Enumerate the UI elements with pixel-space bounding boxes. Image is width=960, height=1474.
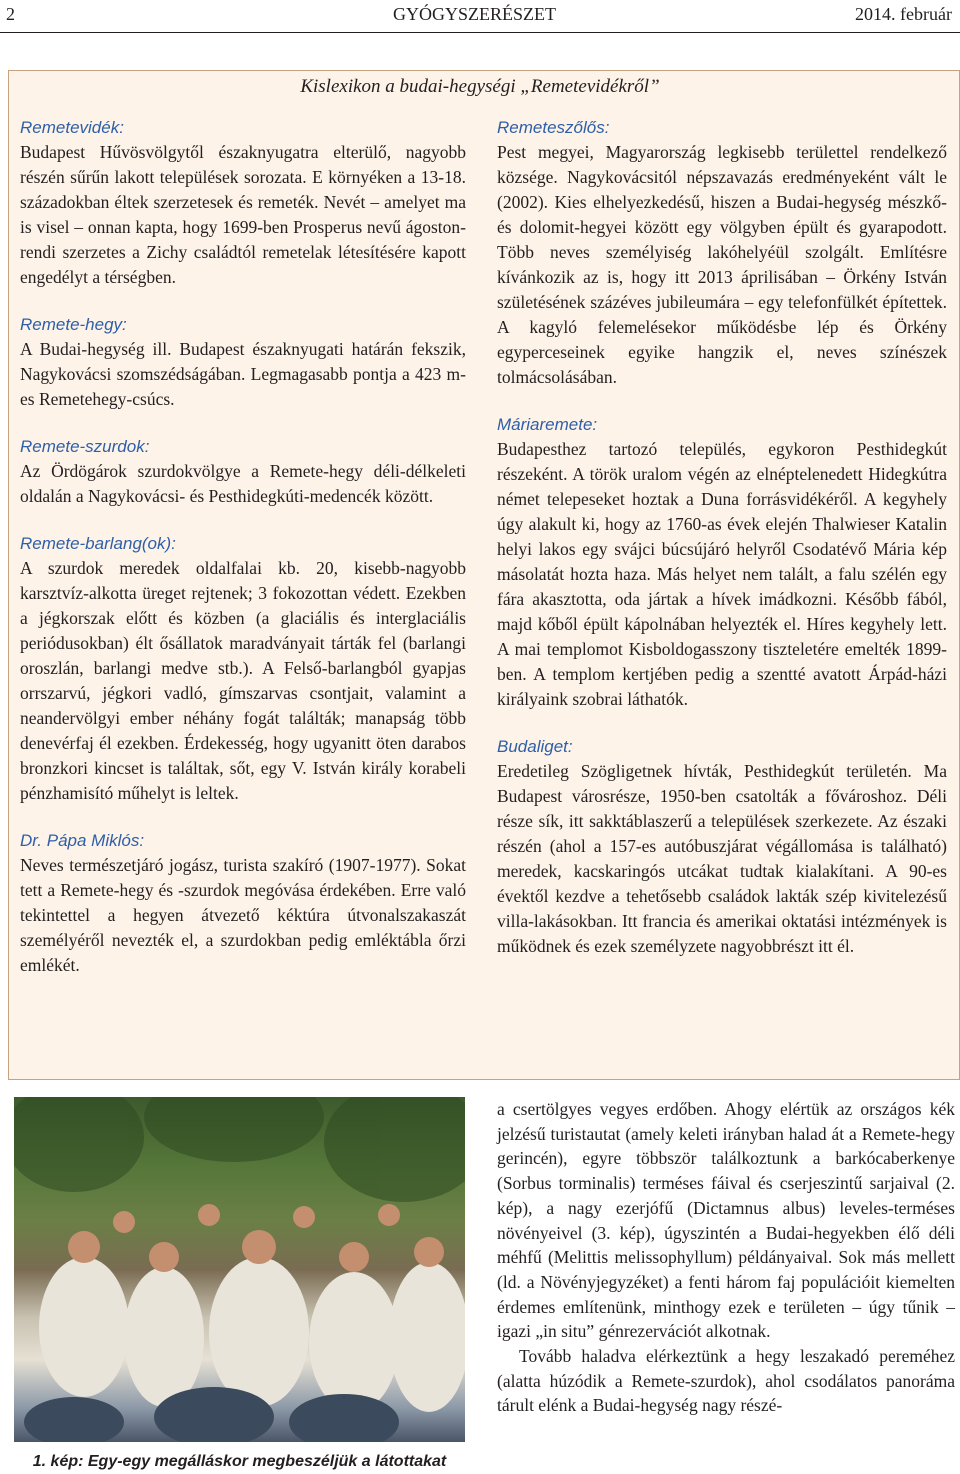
term-heading: Remete-hegy: [20,315,127,334]
term-text: Budapesthez tartozó település, egykoron Pesthidegkút részeként. A török uralom végén az elnéptelenedett Hidegkútra német telepeseket hoztak a Duna forrásvidékéről. A kegyhely úgy alakult ki, hogy az 1760-as évek elején Thalwieser Katalin helyi lakos egy svájci búcsújáró helyről Csodatévő Mária kép másolatát hozta haza. Más helyet nem talált, a falu szélén egy fára akasztotta, oda jártak a hívek imádkozni. Később fából, majd kőből épült kápolnában helyezték el. Híres kegyhely lett. A mai templomot Kisboldogasszony tiszteletére emelték 1899-ben. A templom kertjében pedig a szentté avatott Árpád-házi királyaink szobrai láthatók. [497,439,947,709]
glossary-left-column [20,115,466,978]
page-header [0,0,960,30]
body-paragraph: Tovább haladva elérkeztünk a hegy leszakadó pereméhez (alatta húzódik a Remete-szurdok), ahol csodálatos panoráma tárult elénk a Budai-hegység nagy részé- [497,1346,955,1416]
journal-title: GYÓGYSZERÉSZET [393,4,556,24]
header-rule [0,32,960,33]
body-paragraph: a csertölgyes vegyes erdőben. Ahogy elértük az országos kék jelzésű turistautat (amely keleti irányban halad át a Remete-hegy gerincén), egyre többször találkoztunk a barkócaberkenye (Sorbus torminalis) terméses fáival és cserjeszintű sarjaival (2. kép), a nagy ezerjófű (Dictamnus albus) leveles-terméses növényeivel (3. kép), úgyszintén a Budai-hegyekben élő déli méhfű (Melittis melissophyllum) példányaival. Sok más mellett (ld. a Növényjegyzéket) a fenti három faj populációit kiemelten érdemes említenünk, minthogy ezek e területen – úgy tűnik – igazi „in situ” génrezervációt alkotnak. [497,1099,955,1342]
term-text: Az Ördögárok szurdokvölgye a Remete-hegy déli-délkeleti oldalán a Nagykovácsi- és Pesthidegkúti-medencék között. [20,461,466,506]
term-text: Pest megyei, Magyarország legkisebb területtel rendelkező községe. Nagykovácsitól népszavazás eredményeként vált le (2002). Kies elhelyezkedésű, hiszen a Budai-hegység mészkő- és dolomit-hegyei között egy völgyben épült és gyarapodott. Több neves személyiség lakóhelyéül szolgált. Említésre kívánkozik az is, hogy itt 2013 áprilisában – Örkény István születésének százéves jubileumára – egy telefonfülkét építettek. A kagyló felemelésekor működésbe lép és Örkény egyperceseinek egyike hangzik el, neves színészek tolmácsolásában. [497,142,947,387]
term-heading: Budaliget: [497,737,573,756]
term-heading: Remeteszőlős: [497,118,610,137]
term-text: Budapest Hűvösvölgytől északnyugatra elterülő, nagyobb részén sűrűn lakott települések sorozata. E környéken a 13-18. századokban éltek szerzetesek és remeték. Nevét – amelyet ma is visel – onnan kapta, hogy 1699-ben Prosperus nevű ágoston-rendi szerzetes a Zichy családtól remetelak létesítésére kapott engedélyt a térségben. [20,142,466,287]
term-heading: Máriaremete: [497,415,598,434]
issue-date: 2014. február [855,4,952,24]
glossary-right-column [497,115,947,959]
glossary-title: Kislexikon a budai-hegységi „Remetevidékről” [300,76,660,97]
photo-illustration [14,1097,465,1442]
page-number: 2 [6,4,15,24]
group-photo [14,1097,465,1442]
term-text: A szurdok meredek oldalfalai kb. 20, kisebb-nagyobb karsztvíz-alkotta üreget rejtenek; 3 fokozottan védett. Ezekben a jégkorszak előtt és közben (a glaciális és interglaciális periódusokban) élt ősállatok maradványait tárták fel (barlangi oroszlán, barlangi medve stb.). A Felső-barlangból gyapjas orrszarvú, jégkori vadló, gímszarvas csontjait, valamint a neandervölgyi ember néhány fogát találták; manapság több denevérfaj él ezekben. Érdekesség, hogy ugyanitt öten darabos bronzkori kincset is találtak, sőt, egy V. István király korabeli pénzhamisító műhelyt is leltek. [20,558,466,803]
term-heading: Remete-szurdok: [20,437,150,456]
photo-caption: 1. kép: Egy-egy megálláskor megbeszéljük a látottakat [32,1453,447,1470]
term-text: A Budai-hegység ill. Budapest északnyugati határán fekszik, Nagykovácsi szomszédságában. Legmagasabb pontja a 423 m-es Remetehegy-csúcs. [20,339,466,409]
term-heading: Remetevidék: [20,118,124,137]
term-heading: Dr. Pápa Miklós: [20,831,145,850]
article-body [497,1097,955,1418]
term-heading: Remete-barlang(ok): [20,534,176,553]
term-text: Eredetileg Szögligetnek hívták, Pesthidegkút területén. Ma Budapest városrésze, 1950-ben csatolták a fővároshoz. Déli része sík, itt sakktáblaszerű a települések szerkezete. Az északi részén (ahol a 157-es autóbuszjárat végállomása is található) meredek, kacskaringós utcákat tudtak kialakítani. A 90-es évektől kezdve a tehetősebb családok lakták szép kivitelezésű villa-lakásokban. Itt francia és amerikai oktatási intézmények is működnek és ezek személyzete nagyobbrészt itt él. [497,761,947,956]
term-text: Neves természetjáró jogász, turista szakíró (1907-1977). Sokat tett a Remete-hegy és -szurdok megóvása érdekében. Erre való tekintettel a hegyen átvezető kéktúra útvonalszakaszát személyéről nevezték el, a szurdokban pedig emléktábla őrzi emlékét. [20,855,466,975]
